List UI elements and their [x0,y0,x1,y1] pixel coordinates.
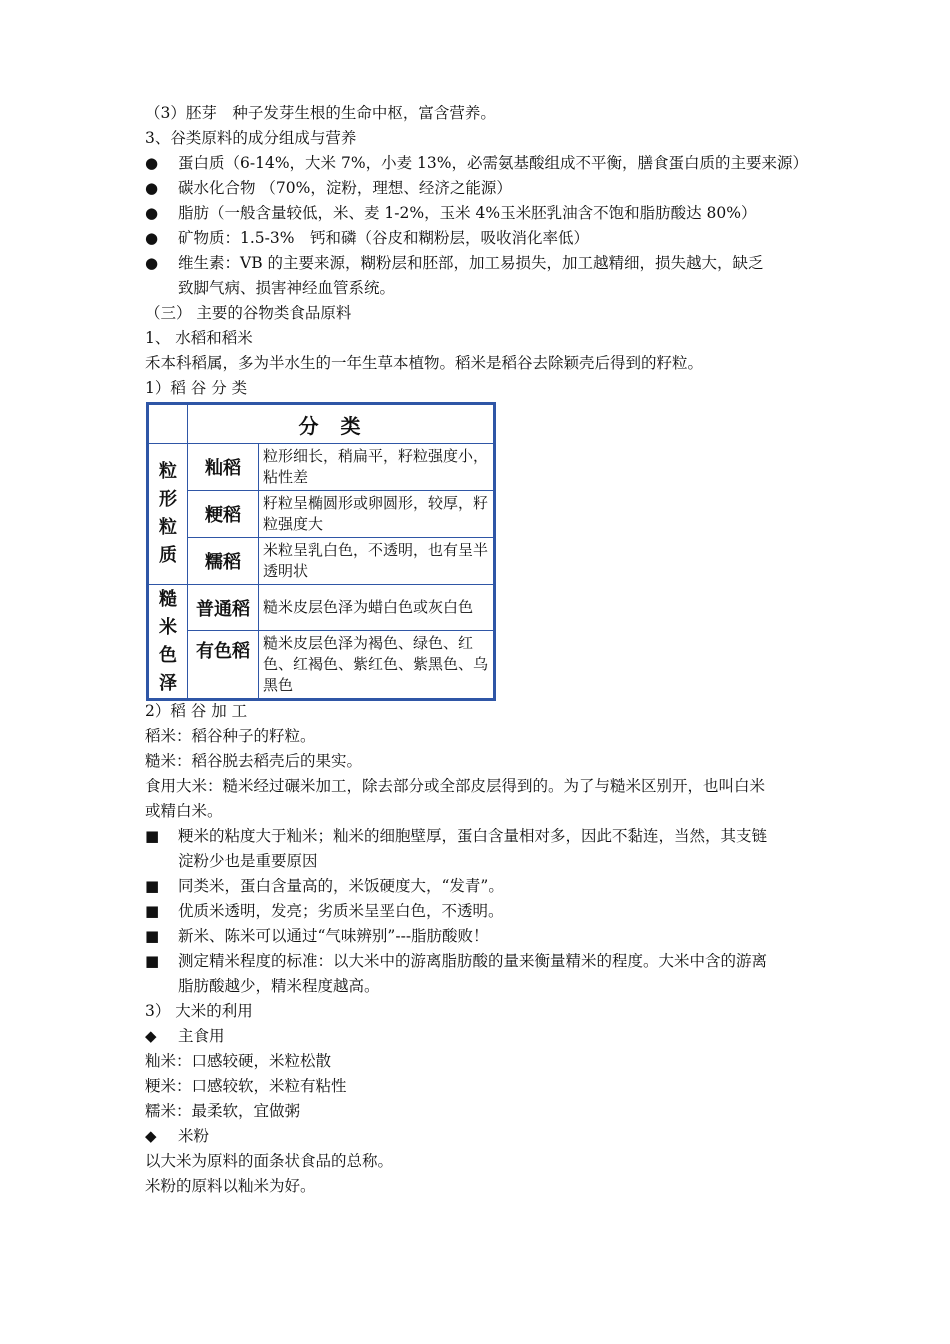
bullet-text: 维生素：VB 的主要来源，糊粉层和胚部，加工易损失，加工越精细，损失越大，缺乏 [178,254,764,272]
bullet-diamond-icon: ◆ [145,1127,157,1145]
table-corner-cell [148,404,188,444]
text-line: 米粉的原料以籼米为好。 [145,1177,316,1195]
bullet-text-continued: 致脚气病、损害神经血管系统。 [178,279,396,297]
bullet-text: 脂肪（一般含量较低，米、麦 1-2%，玉米 4%玉米胚乳油含不饱和脂肪酸达 80%） [178,204,757,222]
bullet-text: 同类米，蛋白含量高的，米饭硬度大，“发青”。 [178,877,504,895]
table-row-name: 粳稻 [188,491,259,538]
rice-classification-table [146,402,496,701]
bullet-circle-icon: ● [145,204,159,222]
text-line: 糙米：稻谷脱去稻壳后的果实。 [145,752,363,770]
bullet-square-icon: ■ [145,952,160,970]
bullet-text: 碳水化合物 （70%，淀粉，理想、经济之能源） [178,179,512,197]
table-group-label [148,444,188,585]
text-line: 稻米：稻谷种子的籽粒。 [145,727,316,745]
bullet-text: 新米、陈米可以通过“气味辨别”---脂肪酸败！ [178,927,489,945]
subsection-heading: 2）稻 谷 加 工 [145,702,248,720]
table-row-name: 糯稻 [188,538,259,585]
table-header: 分类 [188,404,495,444]
bullet-diamond-icon: ◆ [145,1027,157,1045]
bullet-text: 米粉 [178,1127,210,1145]
text-line: 粳米：口感较软，米粒有粘性 [145,1077,347,1095]
bullet-square-icon: ■ [145,927,160,945]
bullet-text: 优质米透明，发亮；劣质米呈垩白色，不透明。 [178,902,504,920]
bullet-circle-icon: ● [145,179,159,197]
bullet-text: 粳米的粘度大于籼米；籼米的细胞壁厚，蛋白含量相对多，因此不黏连，当然，其支链 [178,827,768,845]
bullet-text: 主食用 [178,1027,225,1045]
text-line: 以大米为原料的面条状食品的总称。 [145,1152,394,1170]
text-line: 籼米：口感较硬，米粒松散 [145,1052,332,1070]
bullet-square-icon: ■ [145,902,160,920]
table-row-desc: 籽粒呈椭圆形或卵圆形，较厚，籽粒强度大 [259,491,495,538]
group-label-text: 糙米色泽 [159,588,177,694]
table-row-desc: 糙米皮层色泽为蜡白色或灰白色 [259,585,495,631]
bullet-circle-icon: ● [145,254,159,272]
table-group-label [148,585,188,700]
section-heading: 3、谷类原料的成分组成与营养 [145,129,357,147]
bullet-square-icon: ■ [145,877,160,895]
subsection-heading: 3） 大米的利用 [145,1002,253,1020]
subsection-heading: 1、 水稻和稻米 [145,329,253,347]
subsection-heading: 1）稻 谷 分 类 [145,379,248,397]
text-line: 禾本科稻属，多为半水生的一年生草本植物。稻米是稻谷去除颖壳后得到的籽粒。 [145,354,704,372]
table-row-name: 籼稻 [188,444,259,491]
table-row-desc: 糙米皮层色泽为褐色、绿色、红色、红褐色、紫红色、紫黑色、乌黑色 [259,631,495,700]
table-row-name: 普通稻 [188,585,259,631]
section-heading: （三） 主要的谷物类食品原料 [145,304,352,322]
bullet-circle-icon: ● [145,229,159,247]
bullet-text: 矿物质：1.5-3% 钙和磷（谷皮和糊粉层，吸收消化率低） [178,229,589,247]
text-line: 食用大米：糙米经过碾米加工，除去部分或全部皮层得到的。为了与糙米区别开，也叫白米 [145,777,766,795]
bullet-text-continued: 脂肪酸越少，精米程度越高。 [178,977,380,995]
table-row-desc: 米粒呈乳白色，不透明，也有呈半透明状 [259,538,495,585]
table-row-desc: 粒形细长，稍扁平，籽粒强度小，粘性差 [259,444,495,491]
bullet-square-icon: ■ [145,827,160,845]
table-row-name: 有色稻 [188,631,259,700]
bullet-text: 测定精米程度的标准：以大米中的游离脂肪酸的量来衡量精米的程度。大米中含的游离 [178,952,768,970]
text-line: 糯米：最柔软，宜做粥 [145,1102,301,1120]
text-line: 或精白米。 [145,802,223,820]
group-label-text: 粒形粒质 [159,461,177,566]
bullet-text: 蛋白质（6-14%，大米 7%，小麦 13%，必需氨基酸组成不平衡，膳食蛋白质的主要来源） [178,154,808,172]
bullet-text-continued: 淀粉少也是重要原因 [178,852,318,870]
bullet-circle-icon: ● [145,154,159,172]
text-line: （3）胚芽 种子发芽生根的生命中枢，富含营养。 [145,104,496,122]
